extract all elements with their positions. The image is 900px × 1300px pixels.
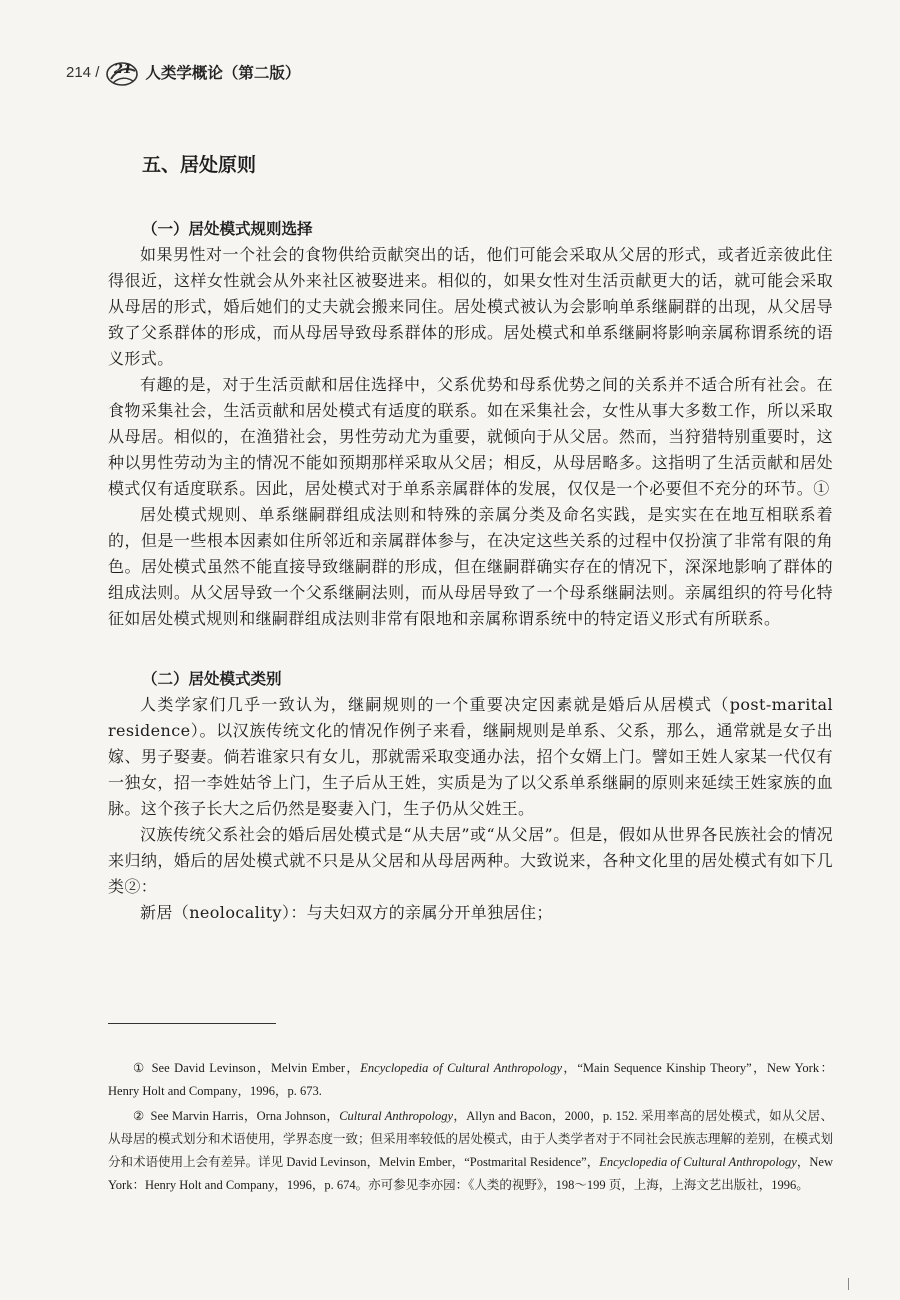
- footnote-text: ，Allyn and Bacon，2000，p. 152. 采用率高的居处模式，如从父居、从母居的模式划分和术语使用，学界态度一致；但采用率较低的居处模式，由于人类学者对于不同社会民族志理解的差别，在模式划分和术语使用上会有差异。详见 David Levinson，Melvin Ember，“Postmarital Residence”，: [108, 1109, 834, 1169]
- footnote-text: ，“Main Sequence Kinship Theory”，New York：Henry Holt and Company，1996，p. 673.: [108, 1061, 833, 1098]
- footnote-marker: ①: [133, 1061, 146, 1075]
- footnote-title-italic: Encyclopedia of Cultural Anthropology: [599, 1155, 797, 1169]
- book-title: 人类学概论（第二版）: [145, 64, 301, 82]
- seal-logo-21-icon: [105, 55, 139, 89]
- footnote-marker: ②: [133, 1109, 145, 1123]
- page-header: [66, 52, 300, 92]
- svg-text:21: 21: [114, 62, 133, 77]
- paragraph: 如果男性对一个社会的食物供给贡献突出的话，他们可能会采取从父居的形式，或者近亲彼此住得很近，这样女性就会从外来社区被娶进来。相似的，如果女性对生活贡献更大的话，就可能会采取从母居的形式，婚后她们的丈夫就会搬来同住。居处模式被认为会影响单系继嗣群的出现，从父居导致了父系群体的形成，而从母居导致母系群体的形成。居处模式和单系继嗣将影响亲属称谓系统的语义形式。: [108, 245, 833, 368]
- main-content: [108, 150, 833, 926]
- subsection-heading-1: （一）居处模式规则选择: [142, 220, 313, 238]
- paragraph: 新居（neolocality）：与夫妇双方的亲属分开单独居住；: [140, 903, 553, 922]
- footnote-text: See Marvin Harris，Orna Johnson，: [150, 1109, 340, 1123]
- footnote-divider: [108, 1023, 276, 1024]
- paragraph: 有趣的是，对于生活贡献和居住选择中，父系优势和母系优势之间的关系并不适合所有社会。在食物采集社会，生活贡献和居处模式有适度的联系。如在采集社会，女性从事大多数工作，所以采取从母居。相似的，在渔猎社会，男性劳动尤为重要，就倾向于从父居。然而，当狩猎特别重要时，这种以男性劳动为主的情况不能如预期那样采取从父居；相反，从母居略多。这指明了生活贡献和居处模式仅有适度联系。因此，居处模式对于单系亲属群体的发展，仅仅是一个必要但不充分的环节。①: [108, 375, 833, 498]
- footnotes: [108, 1057, 833, 1199]
- footnote-2: [108, 1105, 833, 1197]
- footnote-title-italic: Cultural Anthropology: [339, 1109, 454, 1123]
- paragraph: 居处模式规则、单系继嗣群组成法则和特殊的亲属分类及命名实践，是实实在在地互相联系着的，但是一些根本因素如住所邻近和亲属群体参与，在决定这些关系的过程中仅扮演了非常有限的角色。居处模式虽然不能直接导致继嗣群的形成，但在继嗣群确实存在的情况下，深深地影响了群体的组成法则。从父居导致一个父系继嗣法则，而从母居导致了一个母系继嗣法则。亲属组织的符号化特征如居处模式规则和继嗣群组成法则非常有限地和亲属称谓系统中的特定语义形式有所联系。: [108, 505, 833, 628]
- footnote-text: See David Levinson，Melvin Ember，: [151, 1061, 361, 1075]
- footnote-text: ，New York：Henry Holt and Company，1996，p. 674。亦可参见李亦园：《人类的视野》，198～199 页，上海，上海文艺出版社，1996。: [108, 1155, 833, 1192]
- page-number: 214 /: [66, 63, 100, 81]
- paragraph: 汉族传统父系社会的婚后居处模式是“从夫居”或“从父居”。但是，假如从世界各民族社会的情况来归纳，婚后的居处模式就不只是从父居和从母居两种。大致说来，各种文化里的居处模式有如下几类②：: [108, 825, 833, 896]
- paragraph: 人类学家们几乎一致认为，继嗣规则的一个重要决定因素就是婚后从居模式（post-marital residence）。以汉族传统文化的情况作例子来看，继嗣规则是单系、父系，那么，通常就是女子出嫁、男子娶妻。倘若谁家只有女儿，那就需采取变通办法，招个女婿上门。譬如王姓人家某一代仅有一独女，招一李姓姑爷上门，生子后从王姓，实质是为了以父系单系继嗣的原则来延续王姓家族的血脉。这个孩子长大之后仍然是娶妻入门，生子仍从父姓王。: [108, 695, 833, 818]
- section-heading: 五、居处原则: [142, 154, 257, 176]
- footnote-1: [108, 1057, 833, 1103]
- footnote-title-italic: Encyclopedia of Cultural Anthropology: [360, 1061, 563, 1075]
- page-edge-mark: [848, 1278, 849, 1290]
- subsection-heading-2: （二）居处模式类别: [142, 670, 282, 688]
